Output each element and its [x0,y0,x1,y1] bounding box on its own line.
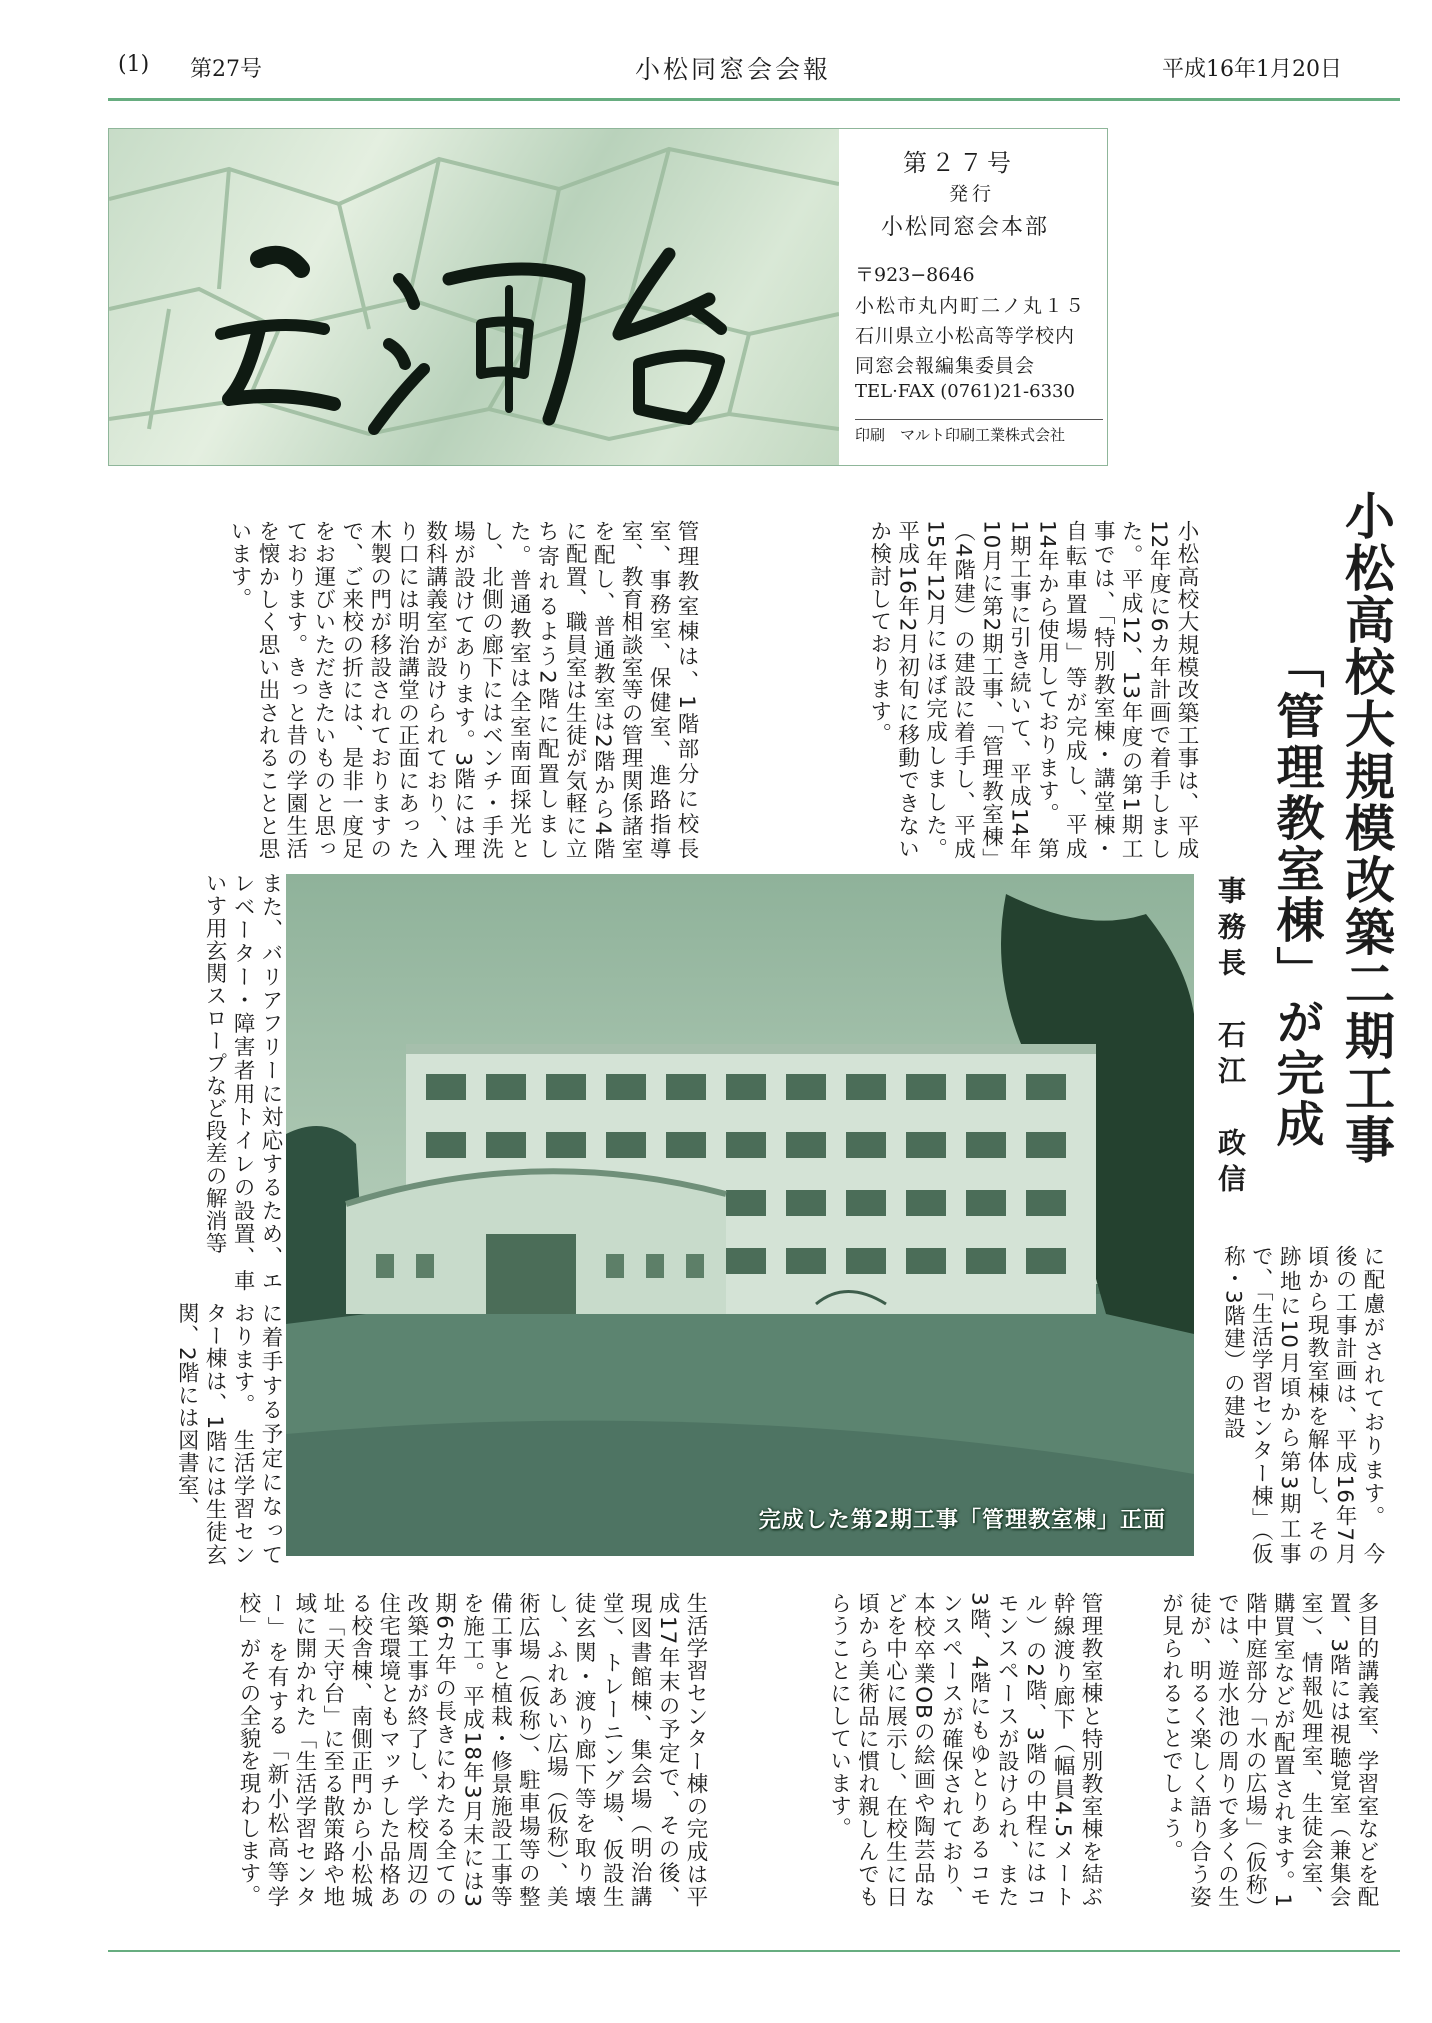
masthead-issue: 第２７号 [903,149,1015,177]
article-title: 小松高校大規模改築二期工事 [1337,490,1396,1166]
masthead-address-line-1: 小松市丸内町二ノ丸１５ [855,295,1087,317]
issue-date: 平成16年1月20日 [1162,57,1342,82]
article-paragraph-common-space: 管理教室棟と特別教室棟を結ぶ幹線渡り廊下（幅員4.5メートル）の2階、3階の中程にはコモンスペースが設けられ、また3階、4階にもゆとりあるコモンスペースが確保されており、本校卒業OBの絵画や陶芸品などを中心に展示し、在校生に日頃から美術品に慣れ親しんでもらうことにしています。 [826,1592,1103,1908]
masthead-printer: 印刷 マルト印刷工業株式会社 [855,419,1103,445]
masthead-logo [109,129,839,465]
building-illustration [286,874,1194,1556]
article-paragraph-completion: 生活学習センター棟の完成は平成17年末の予定で、その後、現図書館棟、集会場（明治講堂）、トレーニング場、仮設生徒玄関・渡り廊下等を取り壊し、ふれあい広場（仮称）、美術広場（仮称）、駐車場等の整備工事と植栽・修景施設工事等を施工。平成18年3月末には3期6カ年の長きにわたる全ての改築工事が終了し、学校周辺の住宅環境ともマッチした品格ある校舎棟、南側正門から小松城址「天守台」に至る散策路や地域に開かれた「生活学習センター」を有する「新小松高等学校」がその全貌を現わします。 [236,1592,708,1908]
school-building-photo [286,874,1194,1556]
article-paragraph-future-plan: に配慮がされております。 今後の工事計画は、平成16年7月頃から現教室棟を解体し、その跡地に10月頃から第3期工事で、「生活学習センター棟」（仮称・3階建）の建設 [1220,1245,1385,1565]
masthead [108,128,1108,466]
masthead-address-line-3: 同窓会報編集委員会 [855,355,1036,377]
masthead-publisher-info [845,129,1107,465]
page-number: (1) [118,52,150,77]
footer-rule [108,1950,1400,1952]
masthead-tel-fax: TEL·FAX (0761)21-6330 [855,381,1075,402]
masthead-address-line-2: 石川県立小松高等学校内 [855,325,1076,347]
article-paragraph-management-building: 管理教室棟は、1階部分に校長室、事務室、保健室、進路指導室、教育相談室等の管理関係諸室を配し、普通教室は2階から4階に配置、職員室は生徒が気軽に立ち寄れるよう2階に配置しました。普通教室は全室南面採光とし、北側の廊下にはベンチ・手洗場が設けてあります。3階には理数科講義室が設けられており、入り口には明治講堂の正面にあった木製の門が移設されておりますので、ご来校の折には、是非一度足をお運びいただきたいものと思っております。きっと昔の学園生活を懐かしく思い出されることと思います。 [227,520,699,860]
paper-name: 小松同窓会会報 [635,55,832,84]
masthead-postal-code: 〒923−8646 [855,264,975,286]
photo-caption: 完成した第2期工事「管理教室棟」正面 [758,1508,1166,1533]
article-author: 事務長 石江 政信 [1214,876,1247,1200]
article-paragraph-center-start: に着手する予定になっております。 生活学習センター棟は、1階には生徒玄関、2階には図書室、 [174,1302,283,1566]
masthead-publisher: 小松同窓会本部 [881,215,1050,240]
article-paragraph-center-floors: 多目的講義室、学習室などを配置、3階には視聴覚室（兼集会室）、情報処理室、生徒会室、購買室などが配置されます。1階中庭部分「水の広場」（仮称）では、遊水池の周りで多くの生徒が、明るく楽しく語り合う姿が見られることでしょう。 [1158,1592,1379,1908]
article-paragraph-intro: 小松高校大規模改築工事は、平成12年度に6カ年計画で着手しました。平成12、13年度の第1期工事では、「特別教室棟・講堂棟・自転車置場」等が完成し、平成14年から使用しております。 第1期工事に引き続いて、平成14年10月に第2期工事、「管理教室棟」（4階建）の建設に着手し、平成15年12月にほぼ完成しました。平成16年2月初旬に移動できないか検討しております。 [866,520,1199,860]
header-rule [108,98,1400,101]
article-paragraph-barrier-free: また、バリアフリーに対応するため、エレベーター・障害者用トイレの設置、車いす用玄関スロープなど段差の解消等 [202,872,283,1292]
issue-number: 第27号 [190,57,262,82]
article-subtitle: 「管理教室棟」が完成 [1268,640,1324,1150]
masthead-publish-label: 発行 [949,183,996,205]
stone-wall-calligraphy-image [109,129,839,465]
